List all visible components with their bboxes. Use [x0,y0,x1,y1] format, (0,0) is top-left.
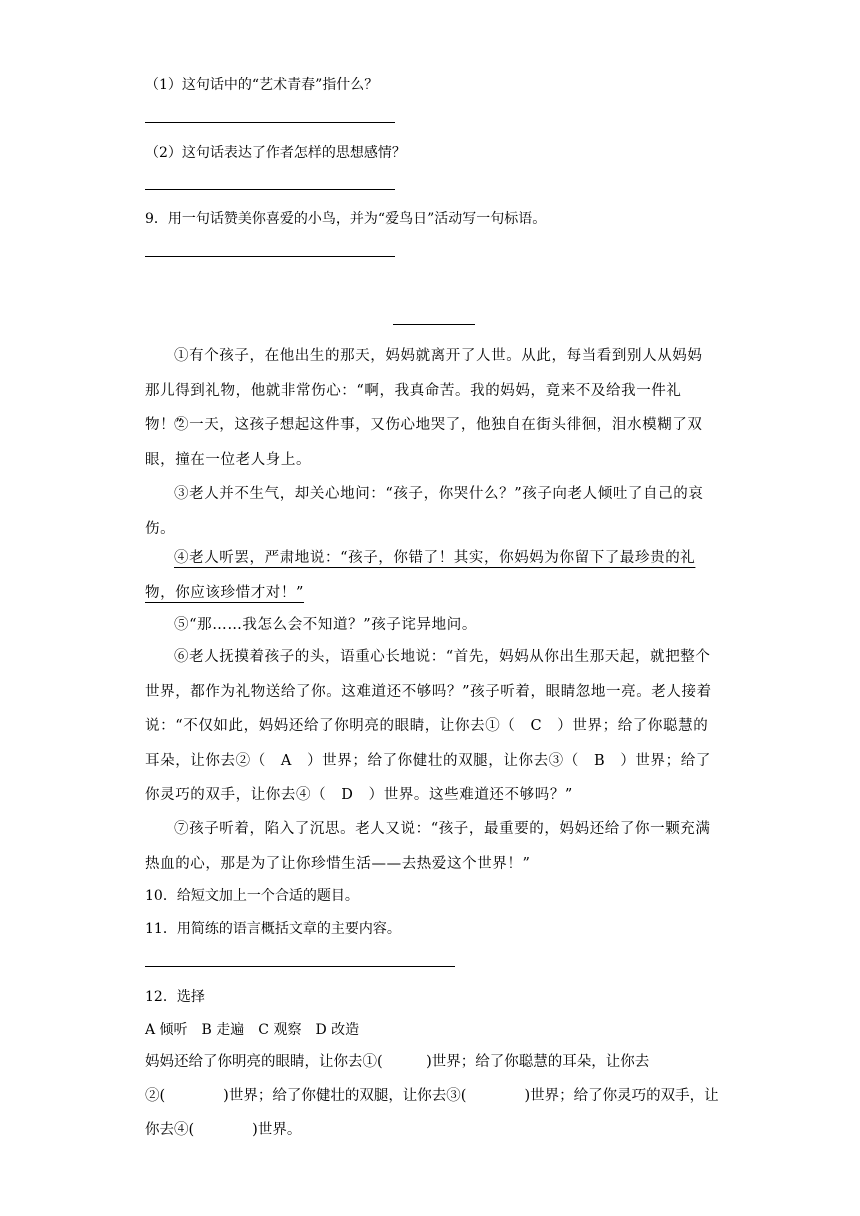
question-12-title: 12．选择 [145,989,205,1005]
passage-paragraph-3: ③老人并不生气，却关心地问：“孩子，你哭什么？”孩子向老人倾吐了自己的哀伤。 [145,486,704,537]
answer-line-1[interactable] [145,122,395,123]
passage-paragraph-6: ⑥老人抚摸着孩子的头，语重心长地说：“首先，妈妈从你出生那天起，就把整个世界，都作为礼物送给了你。这难道还不够吗？”孩子听着，眼睛忽地一亮。老人接着说：“不仅如此，妈妈还给了你明亮的眼睛，让你去①（ C ）世界；给了你聪慧的耳朵，让你去②（ A ）世界；给了你健壮的双腿，让你去③（ B ）世界；给了你灵巧的双手，让你去④（ D ）世界。这些难道还不够吗？” [145,649,712,803]
question-10: 10．给短文加上一个合适的题目。 [145,888,359,904]
answer-line-9[interactable] [145,256,395,257]
sub-question-1: （1）这句话中的“艺术青春”指什么？ [145,77,379,93]
passage-paragraph-5: ⑤“那……我怎么会不知道？”孩子诧异地问。 [174,617,477,633]
question-12-text: 妈妈还给了你明亮的眼睛，让你去①( )世界；给了你聪慧的耳朵，让你去②( )世界；给了你健壮的双腿，让你去③( )世界；给了你灵巧的双手，让你去④( )世界。 [145,1054,719,1138]
answer-line-11[interactable] [145,966,455,967]
passage-paragraph-7: ⑦孩子听着，陷入了沉思。老人又说：“孩子，最重要的，妈妈还给了你一颗充满热血的心，那是为了让你珍惜生活——去热爱这个世界！” [145,821,711,872]
question-12-options: A 倾听 B 走遍 C 观察 D 改造 [145,1022,360,1038]
answer-line-2[interactable] [145,189,395,190]
passage-paragraph-4 [145,541,715,610]
passage-title-blank[interactable] [393,324,475,325]
sub-question-2: （2）这句话表达了作者怎样的思想感情？ [145,145,406,161]
underlined-sentence: ④老人听罢，严肃地说：“孩子，你错了！其实，你妈妈为你留下了最珍贵的礼物，你应该珍惜才对！” [145,550,696,601]
question-11: 11．用简练的语言概括文章的主要内容。 [145,921,401,937]
passage-paragraph-2: ②一天，这孩子想起这件事，又伤心地哭了，他独自在街头徘徊，泪水模糊了双眼，撞在一位老人身上。 [145,417,703,468]
passage-paragraph-1: ①有个孩子，在他出生的那天，妈妈就离开了人世。从此，每当看到别人从妈妈那儿得到礼物，他就非常伤心：“啊，我真命苦。我的妈妈，竟来不及给我一件礼物！” [145,348,703,433]
question-9: 9．用一句话赞美你喜爱的小鸟，并为“爱鸟日”活动写一句标语。 [145,211,547,227]
